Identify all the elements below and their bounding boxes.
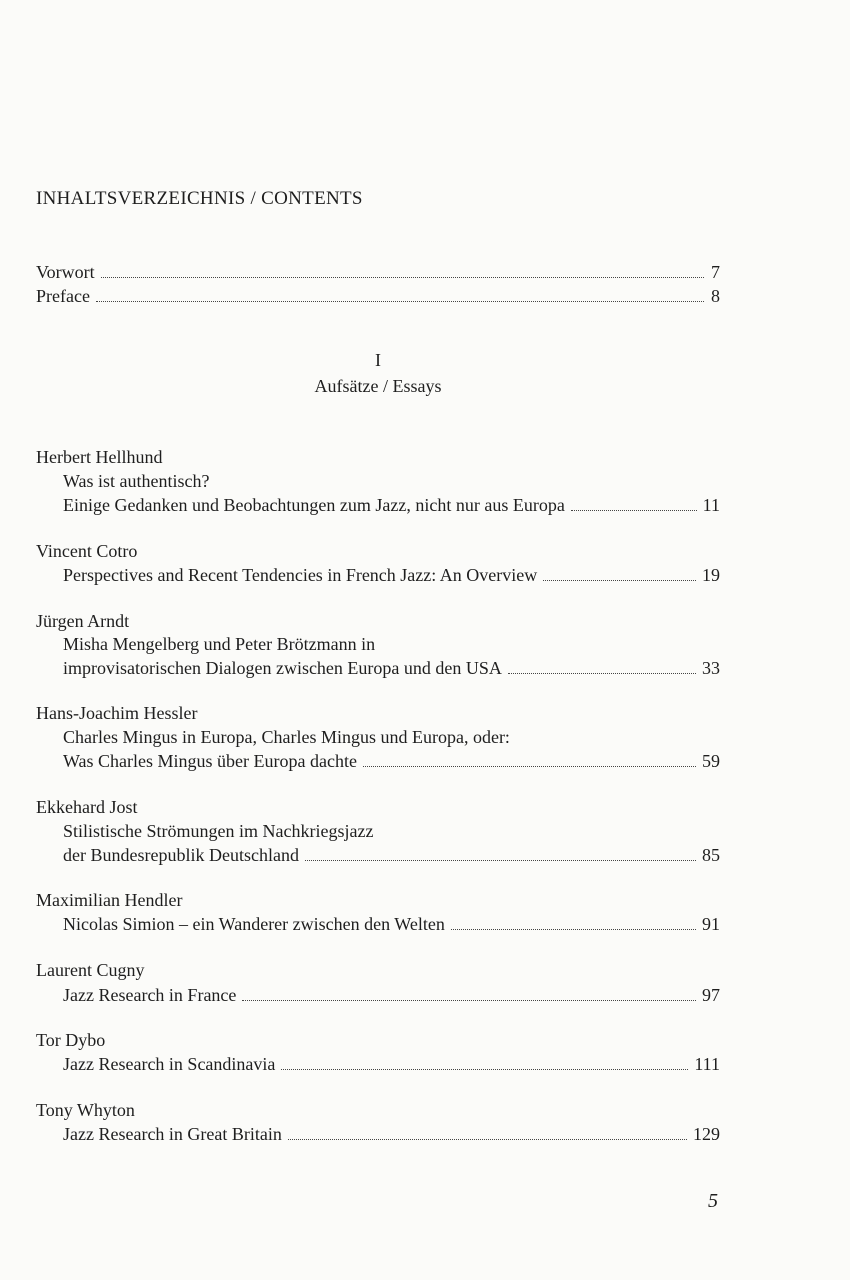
entry-title: Perspectives and Recent Tendencies in French Jazz: An Overview	[63, 565, 538, 585]
entry-author: Herbert Hellhund	[36, 447, 163, 467]
section-number: I	[375, 350, 381, 370]
dot-leader	[281, 1069, 688, 1070]
toc-entry	[63, 1122, 720, 1146]
dot-leader	[305, 860, 696, 861]
toc-entry	[63, 656, 720, 680]
entry-title: improvisatorischen Dialogen zwischen Europa und den USA	[63, 658, 502, 678]
entry-title: Misha Mengelberg und Peter Brötzmann in	[63, 634, 376, 654]
toc-entry-vorwort	[36, 260, 720, 284]
page-number: 91	[702, 914, 720, 934]
page-number: 8	[711, 286, 720, 306]
entry-author: Laurent Cugny	[36, 960, 145, 980]
entry-author: Tony Whyton	[36, 1100, 135, 1120]
page-number: 59	[702, 751, 720, 771]
page-number: 7	[711, 262, 720, 282]
toc-entry	[63, 493, 720, 517]
entry-title: Jazz Research in Great Britain	[63, 1124, 282, 1144]
entry-title: Jazz Research in France	[63, 985, 237, 1005]
entry-author: Maximilian Hendler	[36, 890, 183, 910]
dot-leader	[451, 929, 696, 930]
page-number: 129	[693, 1124, 720, 1144]
dot-leader	[96, 301, 704, 302]
toc-entry	[63, 563, 720, 587]
page-title: INHALTSVERZEICHNIS / CONTENTS	[36, 188, 363, 209]
toc-entry	[63, 1052, 720, 1076]
toc-entry	[63, 983, 720, 1007]
entry-title: Jazz Research in Scandinavia	[63, 1054, 276, 1074]
entry-title: Was ist authentisch?	[63, 471, 210, 491]
entry-author: Tor Dybo	[36, 1030, 106, 1050]
toc-entry	[63, 912, 720, 936]
entry-author: Hans-Joachim Hessler	[36, 703, 198, 723]
entry-title: Was Charles Mingus über Europa dachte	[63, 751, 357, 771]
entry-title: Stilistische Strömungen im Nachkriegsjazz	[63, 821, 374, 841]
toc-entry	[63, 749, 720, 773]
page-number: 19	[702, 565, 720, 585]
dot-leader	[363, 766, 696, 767]
entry-author: Ekkehard Jost	[36, 797, 138, 817]
page-number: 85	[702, 845, 720, 865]
page-number: 111	[694, 1054, 720, 1074]
dot-leader	[571, 510, 697, 511]
dot-leader	[101, 277, 704, 278]
entry-title: der Bundesrepublik Deutschland	[63, 845, 299, 865]
entry-title: Vorwort	[36, 262, 95, 282]
entry-title: Nicolas Simion – ein Wanderer zwischen den Welten	[63, 914, 445, 934]
toc-entry	[63, 843, 720, 867]
dot-leader	[242, 1000, 696, 1001]
entry-title: Preface	[36, 286, 90, 306]
entry-author: Vincent Cotro	[36, 541, 138, 561]
toc-entry-preface	[36, 284, 720, 308]
dot-leader	[508, 673, 696, 674]
page-number: 97	[702, 985, 720, 1005]
entry-title: Einige Gedanken und Beobachtungen zum Jazz, nicht nur aus Europa	[63, 495, 565, 515]
dot-leader	[288, 1139, 687, 1140]
dot-leader	[543, 580, 696, 581]
page-number: 11	[702, 495, 720, 515]
page-number: 33	[702, 658, 720, 678]
entry-title: Charles Mingus in Europa, Charles Mingus und Europa, oder:	[63, 727, 510, 747]
folio-page-number: 5	[708, 1190, 718, 1212]
entry-author: Jürgen Arndt	[36, 611, 130, 631]
section-title: Aufsätze / Essays	[314, 376, 442, 396]
